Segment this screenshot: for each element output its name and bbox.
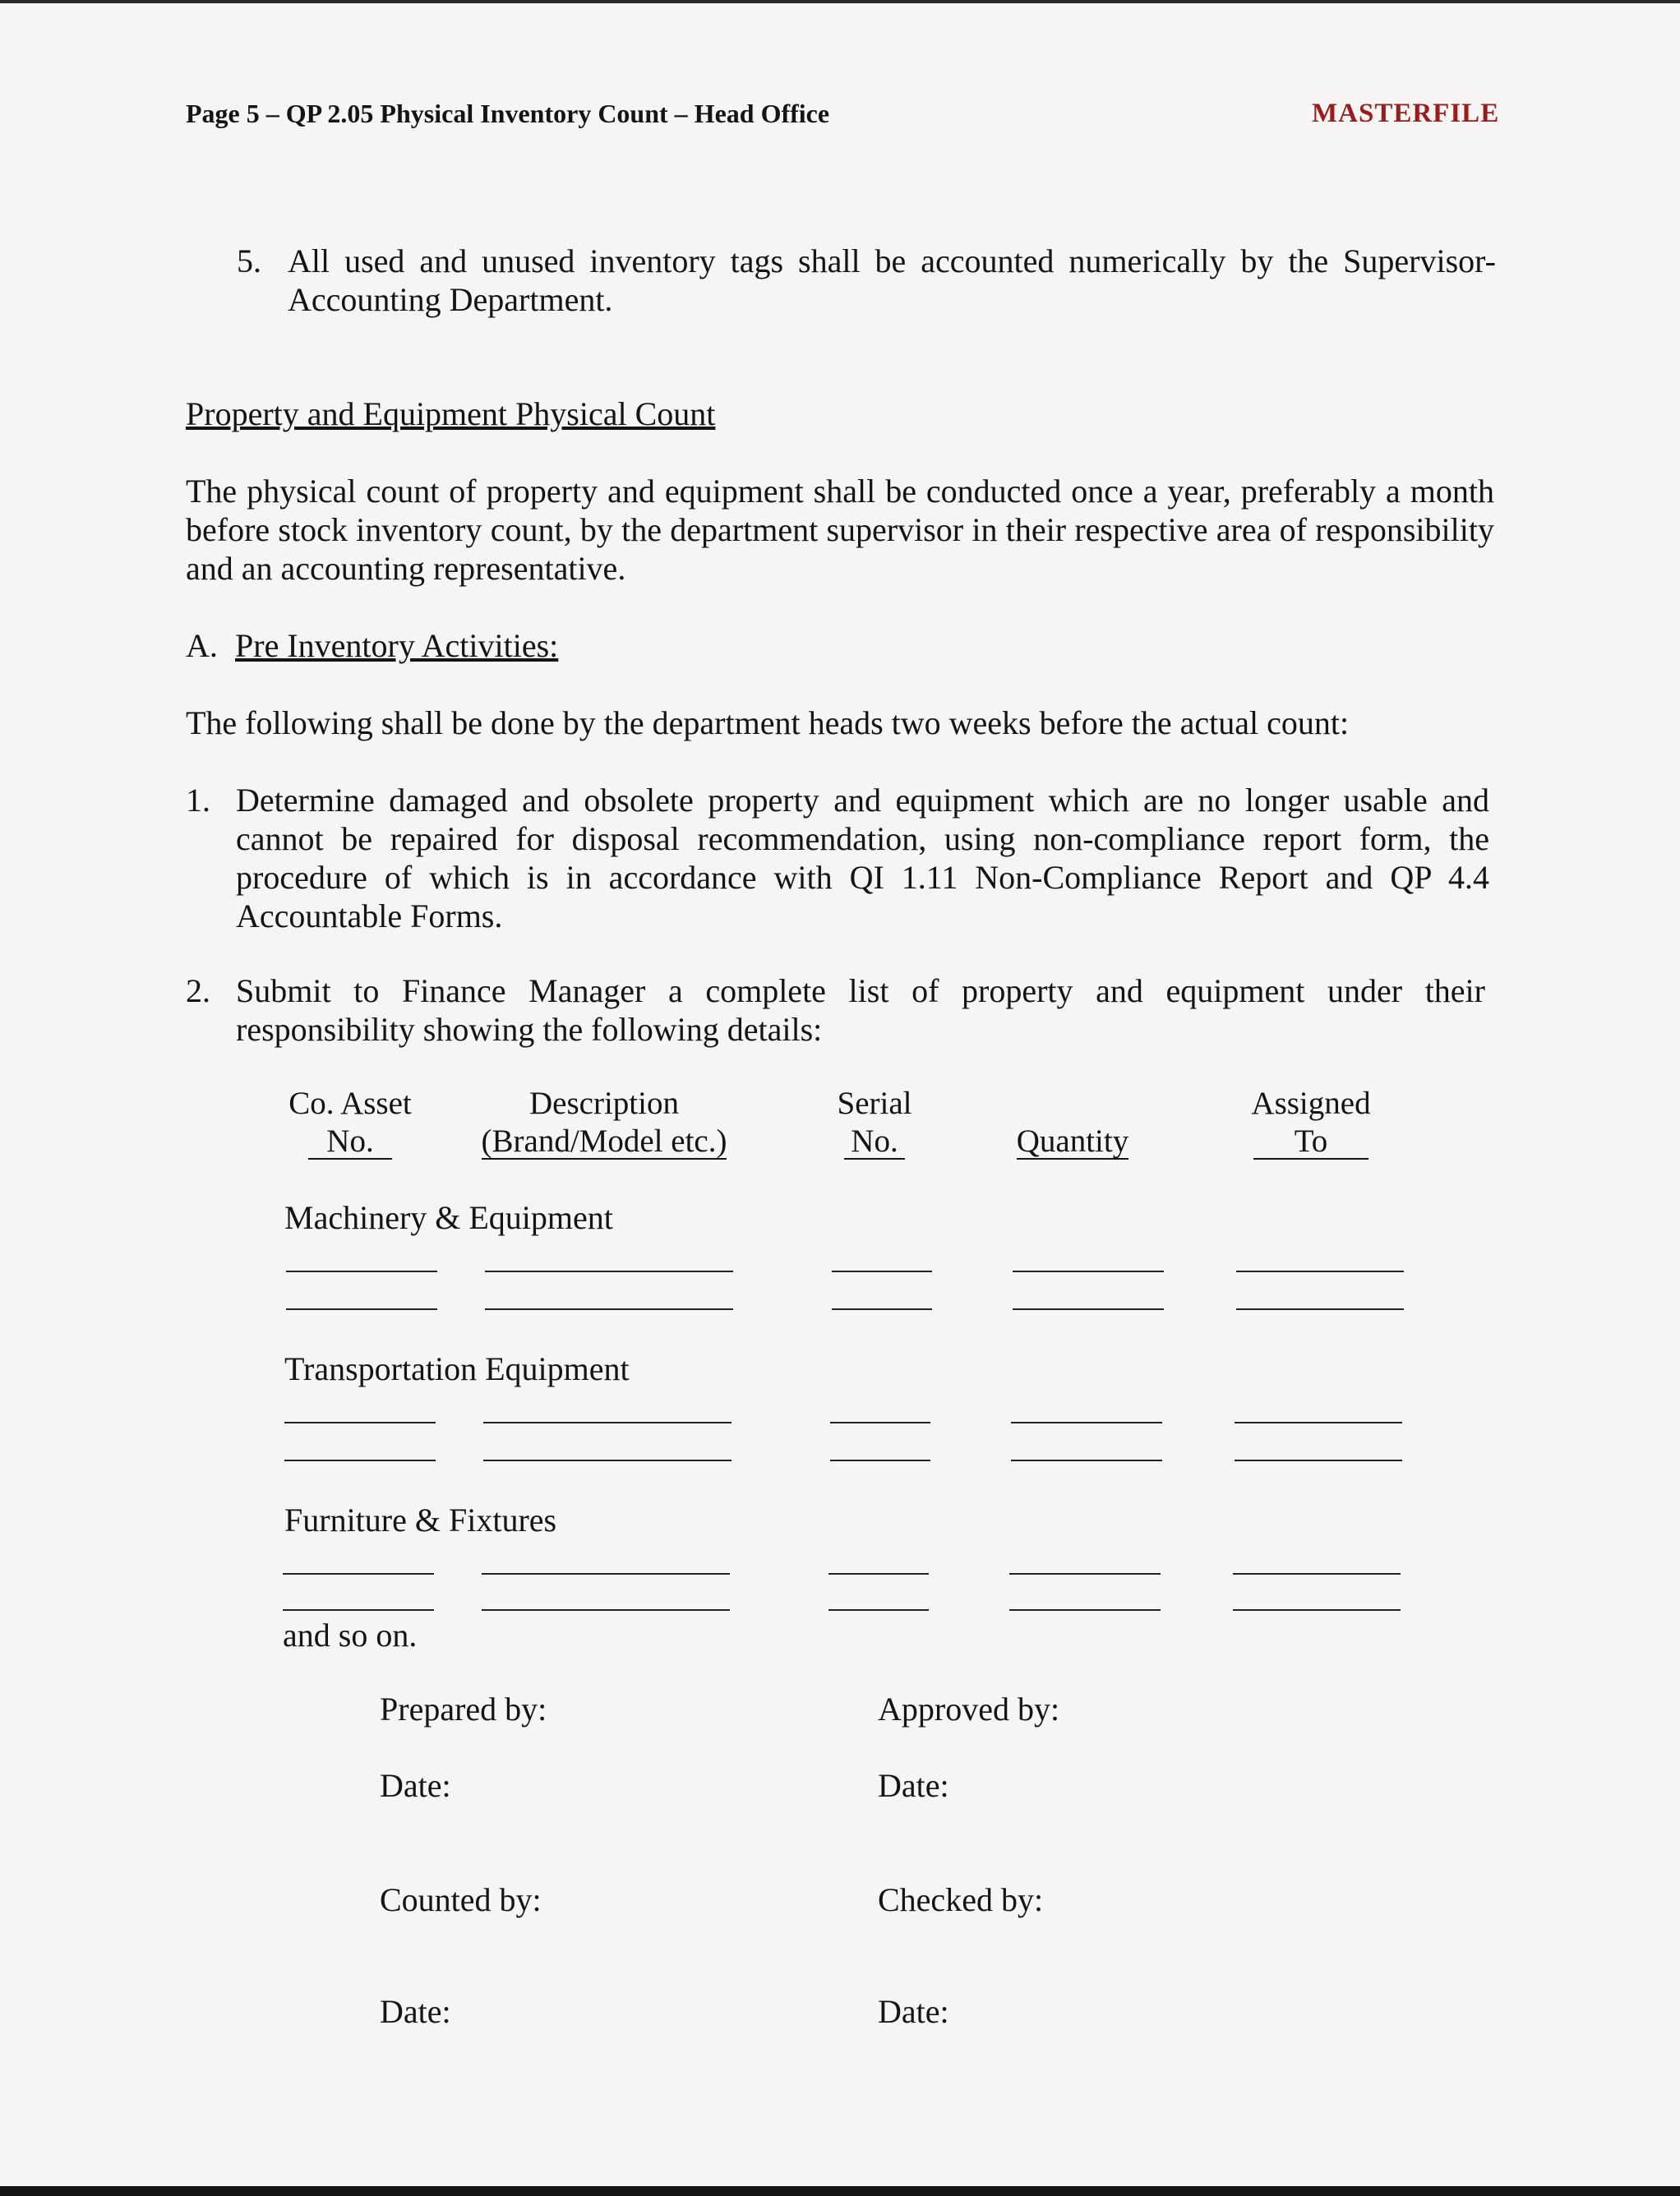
column-header-line2: To	[1253, 1125, 1369, 1160]
approved-date-label: Date:	[878, 1767, 949, 1804]
blank-line	[1233, 1609, 1401, 1611]
category-transportation: Transportation Equipment	[284, 1350, 630, 1387]
list-item-2-number: 2.	[186, 972, 210, 1009]
page-header-title: Page 5 – QP 2.05 Physical Inventory Count – Head Office	[186, 99, 830, 128]
column-header-line2: (Brand/Model etc.)	[481, 1123, 727, 1159]
column-header-quantity	[1003, 1123, 1142, 1160]
column-header-description	[460, 1085, 748, 1160]
counted-date-label: Date:	[380, 1993, 451, 2030]
blank-line	[828, 1609, 929, 1611]
checked-by-label: Checked by:	[878, 1881, 1044, 1918]
approved-by-label: Approved by:	[878, 1691, 1060, 1728]
and-so-on-text: and so on.	[283, 1617, 418, 1654]
blank-line	[286, 1308, 437, 1310]
subsection-title: Pre Inventory Activities:	[235, 627, 559, 664]
list-item-1-number: 1.	[186, 782, 210, 819]
blank-line	[482, 1609, 730, 1611]
blank-line	[283, 1573, 434, 1575]
category-furniture: Furniture & Fixtures	[284, 1502, 557, 1539]
blank-line	[1009, 1609, 1161, 1611]
column-header-asset-no	[284, 1085, 416, 1160]
prepared-date-label: Date:	[380, 1767, 451, 1804]
category-machinery: Machinery & Equipment	[284, 1199, 613, 1236]
section-paragraph: The physical count of property and equipment shall be conducted once a year, preferably a month before stock inventory count, by the department supervisor in their respective area of responsibility and an accounting representative.	[186, 473, 1494, 587]
item-5-number: 5.	[237, 242, 261, 279]
column-header-line2: No.	[308, 1125, 391, 1160]
blank-line	[1236, 1271, 1404, 1272]
blank-line	[286, 1271, 437, 1272]
blank-line	[284, 1422, 436, 1423]
blank-line	[284, 1460, 436, 1461]
column-header-line1: Assigned	[1251, 1086, 1371, 1121]
blank-line	[482, 1573, 730, 1575]
blank-line	[1009, 1573, 1161, 1575]
column-header-line1: Description	[529, 1086, 679, 1121]
section-title: Property and Equipment Physical Count	[186, 395, 716, 432]
column-header-serial-no	[825, 1085, 924, 1160]
subsection-letter: A.	[186, 627, 218, 664]
blank-line	[1235, 1422, 1402, 1423]
blank-line	[1011, 1460, 1162, 1461]
blank-line	[1013, 1271, 1164, 1272]
column-header-line2: Quantity	[1016, 1123, 1129, 1159]
blank-line	[828, 1573, 929, 1575]
checked-date-label: Date:	[878, 1993, 949, 2030]
column-header-line1: Serial	[837, 1086, 912, 1121]
blank-line	[1233, 1573, 1401, 1575]
counted-by-label: Counted by:	[380, 1881, 542, 1918]
masterfile-label: MASTERFILE	[1312, 99, 1500, 128]
intro-text: The following shall be done by the department heads two weeks before the actual count:	[186, 704, 1350, 741]
column-header-line1: Co. Asset	[288, 1086, 412, 1121]
blank-line	[1235, 1460, 1402, 1461]
blank-line	[283, 1609, 434, 1611]
blank-line	[483, 1422, 732, 1423]
blank-line	[485, 1271, 733, 1272]
page-bottom-edge	[0, 2186, 1680, 2196]
item-5-text: All used and unused inventory tags shall be accounted numerically by the Supervisor-Accounting Department.	[288, 242, 1496, 318]
list-item-2-text: Submit to Finance Manager a complete list of property and equipment under their responsibility showing the following details:	[236, 972, 1485, 1048]
blank-line	[1011, 1422, 1162, 1423]
list-item-1-text: Determine damaged and obsolete property and equipment which are no longer usable and cannot be repaired for disposal recommendation, using non-compliance report form, the procedure of which is in accordance with QI 1.11 Non-Compliance Report and QP 4.4 Accountable Forms.	[236, 782, 1489, 934]
blank-line	[483, 1460, 732, 1461]
column-header-assigned-to	[1233, 1085, 1389, 1160]
page-top-edge	[0, 0, 1680, 3]
blank-line	[1013, 1308, 1164, 1310]
blank-line	[830, 1460, 930, 1461]
blank-line	[1236, 1308, 1404, 1310]
blank-line	[485, 1308, 733, 1310]
prepared-by-label: Prepared by:	[380, 1691, 547, 1728]
column-header-line2: No.	[844, 1125, 904, 1160]
blank-line	[832, 1271, 932, 1272]
blank-line	[832, 1308, 932, 1310]
blank-line	[830, 1422, 930, 1423]
